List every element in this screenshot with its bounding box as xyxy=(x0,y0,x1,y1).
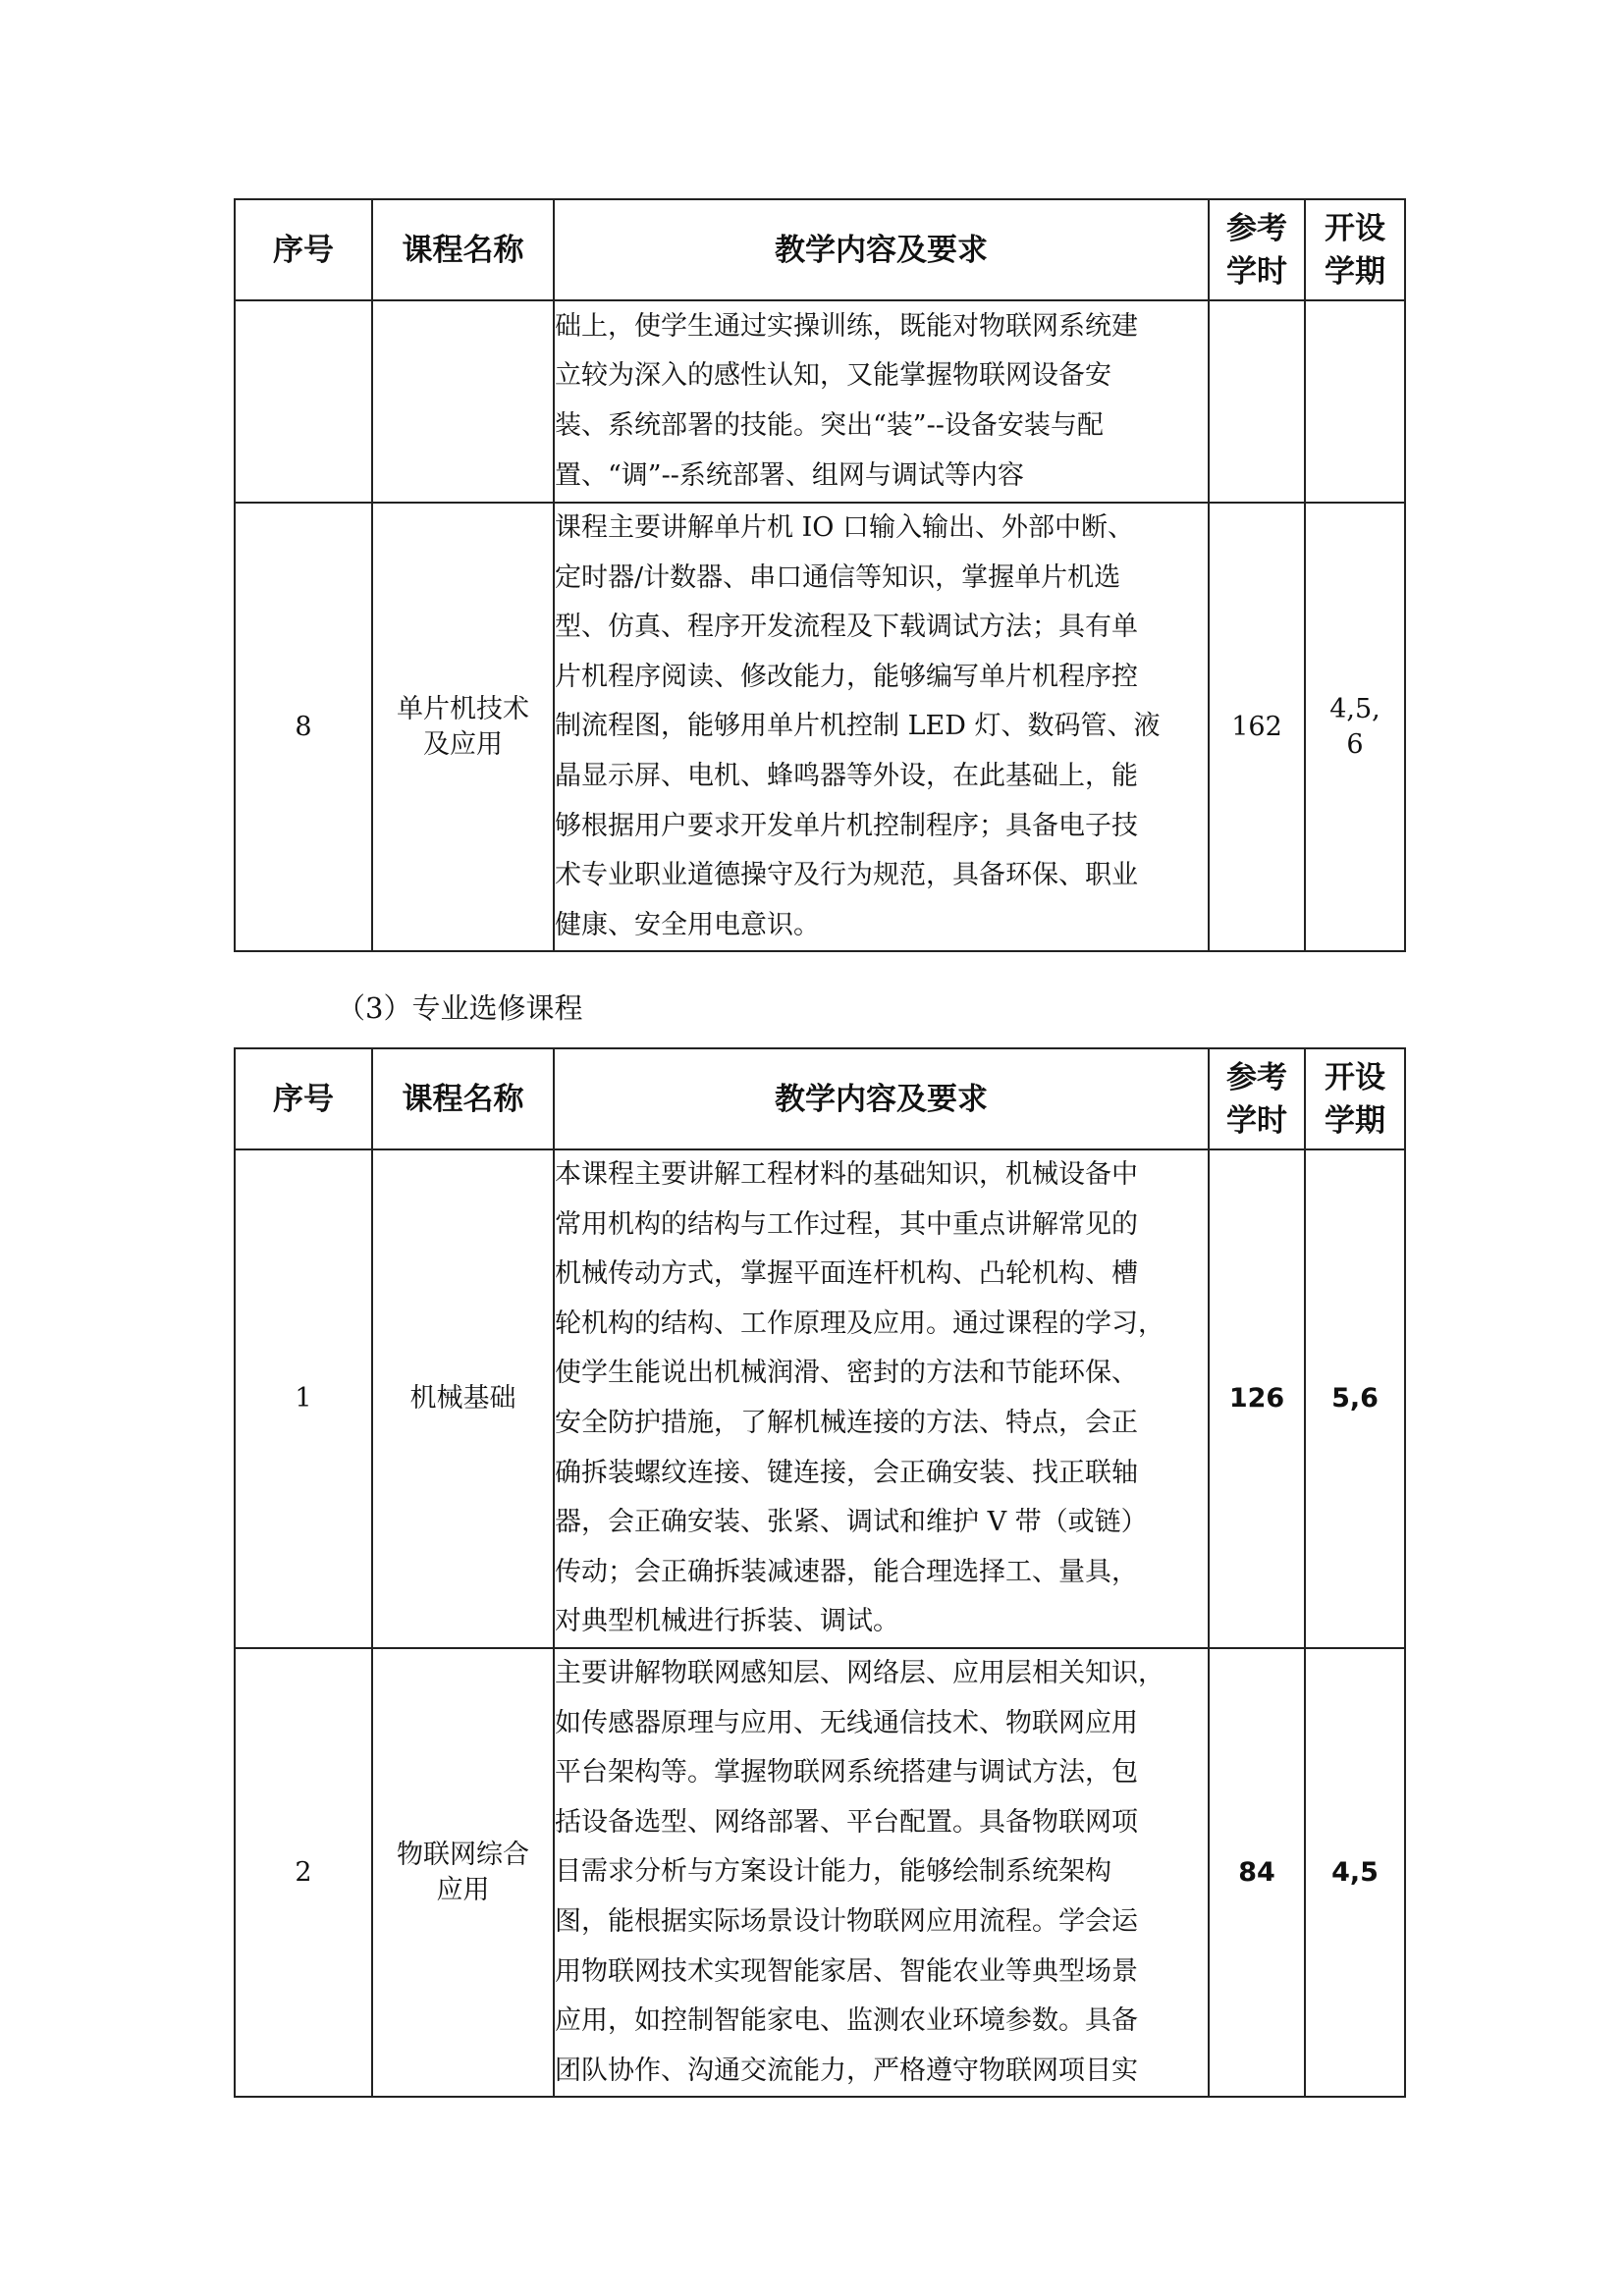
content-line: 传动；会正确拆装减速器，能合理选择工、量具， xyxy=(555,1556,1138,1587)
cell-content xyxy=(554,300,1209,503)
section-subheading: （3）专业选修课程 xyxy=(337,991,583,1025)
content-line: 确拆装螺纹连接、键连接，会正确安装、找正联轴 xyxy=(555,1457,1138,1488)
header-hours-line1: 参考 xyxy=(1226,210,1287,246)
content-line: 制流程图，能够用单片机控制 LED 灯、数码管、液 xyxy=(555,711,1161,742)
table-header-row xyxy=(235,199,1405,300)
content-line: 机械传动方式，掌握平面连杆机构、凸轮机构、槽 xyxy=(555,1258,1138,1290)
course-table-1 xyxy=(234,198,1406,952)
content-line: 括设备选型、网络部署、平台配置。具备物联网项 xyxy=(555,1806,1138,1838)
cell-content xyxy=(554,1648,1209,2097)
content-line: 平台架构等。掌握物联网系统搭建与调试方法，包 xyxy=(555,1757,1138,1789)
content-line: 如传感器原理与应用、无线通信技术、物联网应用 xyxy=(555,1707,1138,1738)
cell-course-name xyxy=(372,1648,554,2097)
content-line: 团队协作、沟通交流能力，严格遵守物联网项目实 xyxy=(555,2055,1138,2086)
table-row xyxy=(235,1149,1405,1648)
content-line: 主要讲解物联网感知层、网络层、应用层相关知识， xyxy=(555,1657,1164,1688)
course-table-2 xyxy=(234,1047,1406,2098)
content-line: 置、“调”--系统部署、组网与调试等内容 xyxy=(555,459,1024,491)
cell-term: 4,5 xyxy=(1305,1648,1405,2097)
header-term xyxy=(1305,1048,1405,1149)
header-no: 序号 xyxy=(235,199,372,300)
content-line: 健康、安全用电意识。 xyxy=(555,909,820,940)
cell-term-line: 4,5, xyxy=(1329,693,1380,724)
cell-no: 8 xyxy=(235,503,372,951)
cell-no: 2 xyxy=(235,1648,372,2097)
content-line: 片机程序阅读、修改能力，能够编写单片机程序控 xyxy=(555,661,1138,692)
cell-term xyxy=(1305,300,1405,503)
content-line: 器，会正确安装、张紧、调试和维护 V 带（或链） xyxy=(555,1507,1148,1538)
cell-hours: 126 xyxy=(1209,1149,1305,1648)
cell-course-name-line: 应用 xyxy=(436,1874,490,1905)
cell-no xyxy=(235,300,372,503)
content-line: 定时器/计数器、串口通信等知识，掌握单片机选 xyxy=(555,561,1121,593)
header-no: 序号 xyxy=(235,1048,372,1149)
header-term-line2: 学期 xyxy=(1325,1102,1385,1139)
table-header-row xyxy=(235,1048,1405,1149)
cell-content xyxy=(554,503,1209,951)
cell-course-name-line: 物联网综合 xyxy=(397,1839,529,1870)
header-term-line1: 开设 xyxy=(1325,210,1385,246)
content-line: 晶显示屏、电机、蜂鸣器等外设，在此基础上，能 xyxy=(555,760,1138,791)
content-line: 目需求分析与方案设计能力，能够绘制系统架构 xyxy=(555,1856,1111,1888)
content-line: 础上，使学生通过实操训练，既能对物联网系统建 xyxy=(555,310,1138,342)
cell-course-name xyxy=(372,503,554,951)
cell-course-name xyxy=(372,1149,554,1648)
content-line: 图，能根据实际场景设计物联网应用流程。学会运 xyxy=(555,1905,1138,1937)
header-hours-line1: 参考 xyxy=(1226,1059,1287,1095)
cell-course-name xyxy=(372,300,554,503)
cell-content xyxy=(554,1149,1209,1648)
cell-term-line: 6 xyxy=(1346,728,1364,760)
content-line: 术专业职业道德操守及行为规范，具备环保、职业 xyxy=(555,860,1138,891)
content-line: 够根据用户要求开发单片机控制程序；具备电子技 xyxy=(555,810,1138,841)
header-hours-line2: 学时 xyxy=(1226,253,1287,290)
content-line: 安全防护措施，了解机械连接的方法、特点，会正 xyxy=(555,1407,1138,1438)
header-term-line2: 学期 xyxy=(1325,253,1385,290)
content-line: 本课程主要讲解工程材料的基础知识，机械设备中 xyxy=(555,1159,1138,1190)
content-line: 对典型机械进行拆装、调试。 xyxy=(555,1606,899,1637)
header-course-name: 课程名称 xyxy=(372,199,554,300)
table-row xyxy=(235,300,1405,503)
cell-no: 1 xyxy=(235,1149,372,1648)
cell-hours: 84 xyxy=(1209,1648,1305,2097)
header-hours xyxy=(1209,199,1305,300)
cell-course-name-line: 机械基础 xyxy=(409,1382,516,1414)
content-line: 型、仿真、程序开发流程及下载调试方法；具有单 xyxy=(555,612,1138,643)
header-hours xyxy=(1209,1048,1305,1149)
header-hours-line2: 学时 xyxy=(1226,1102,1287,1139)
content-line: 使学生能说出机械润滑、密封的方法和节能环保、 xyxy=(555,1358,1138,1389)
cell-term xyxy=(1305,503,1405,951)
cell-hours: 162 xyxy=(1209,503,1305,951)
cell-course-name-line: 及应用 xyxy=(423,728,503,760)
content-line: 常用机构的结构与工作过程，其中重点讲解常见的 xyxy=(555,1208,1138,1240)
header-content: 教学内容及要求 xyxy=(554,199,1209,300)
cell-term: 5,6 xyxy=(1305,1149,1405,1648)
header-course-name: 课程名称 xyxy=(372,1048,554,1149)
content-line: 立较为深入的感性认知，又能掌握物联网设备安 xyxy=(555,360,1111,392)
header-content: 教学内容及要求 xyxy=(554,1048,1209,1149)
table-row xyxy=(235,503,1405,951)
content-line: 应用，如控制智能家电、监测农业环境参数。具备 xyxy=(555,2005,1138,2037)
cell-hours xyxy=(1209,300,1305,503)
cell-course-name-line: 单片机技术 xyxy=(397,693,529,724)
content-line: 用物联网技术实现智能家居、智能农业等典型场景 xyxy=(555,1955,1138,1987)
table-row xyxy=(235,1648,1405,2097)
header-term xyxy=(1305,199,1405,300)
content-line: 装、系统部署的技能。突出“装”--设备安装与配 xyxy=(555,410,1104,441)
header-term-line1: 开设 xyxy=(1325,1059,1385,1095)
content-line: 课程主要讲解单片机 IO 口输入输出、外部中断、 xyxy=(555,512,1134,543)
content-line: 轮机构的结构、工作原理及应用。通过课程的学习， xyxy=(555,1308,1164,1339)
